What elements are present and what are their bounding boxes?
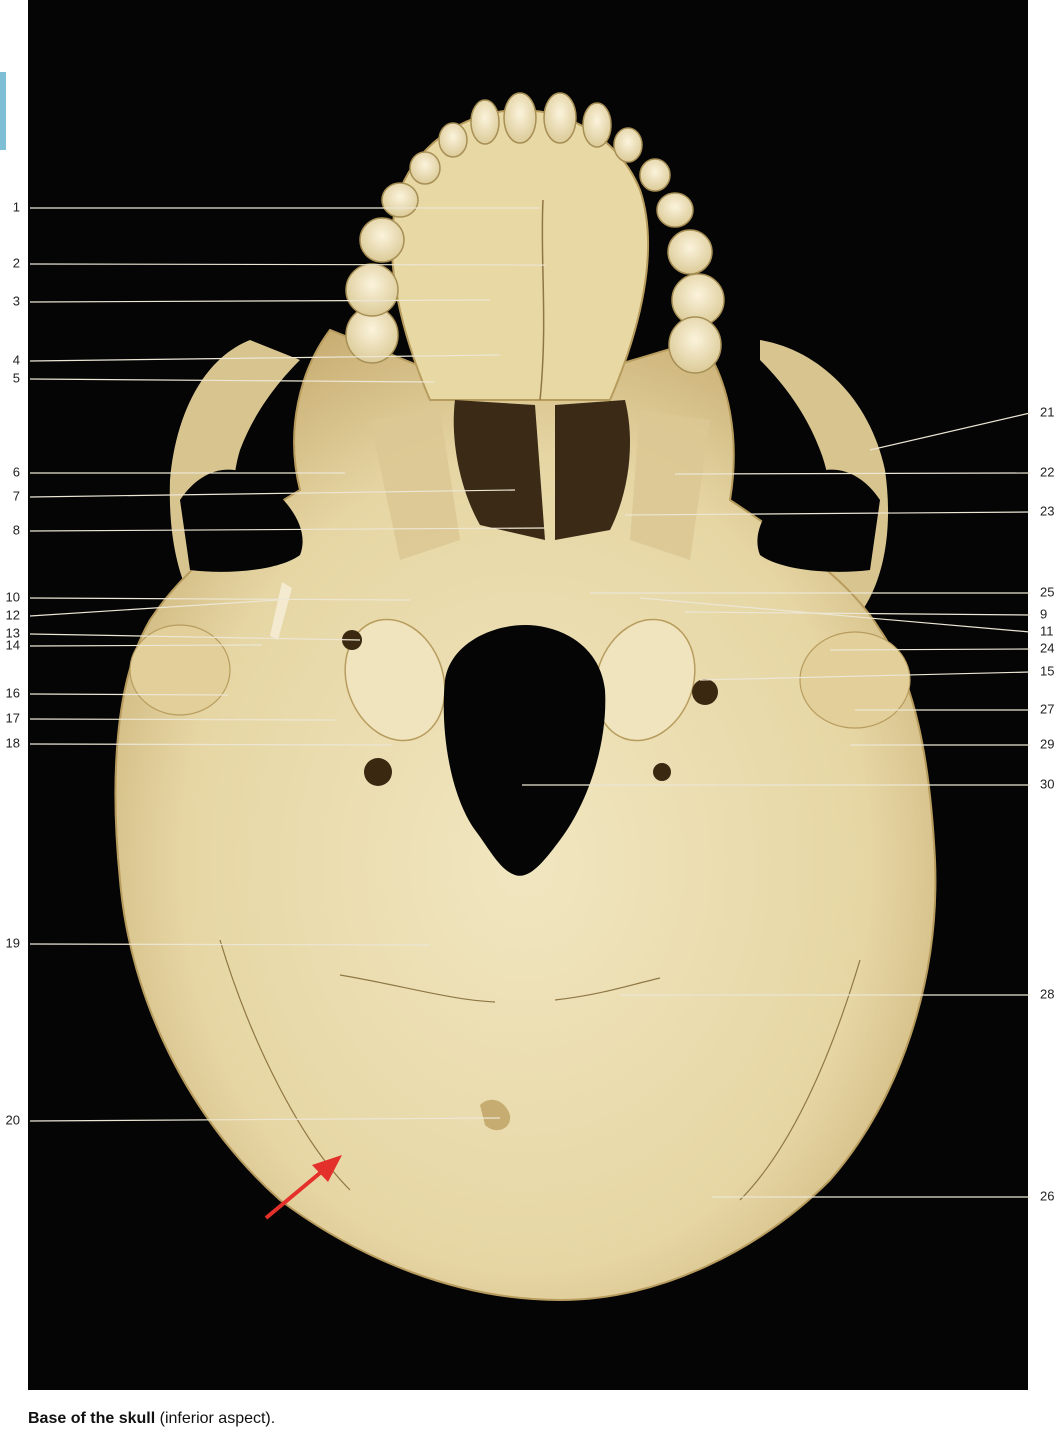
mastoid-process-right bbox=[800, 632, 910, 728]
tooth bbox=[504, 93, 536, 143]
figure-label-4: 4 bbox=[12, 352, 20, 368]
tooth bbox=[583, 103, 611, 147]
condylar-canal-left bbox=[364, 758, 392, 786]
tooth bbox=[640, 159, 670, 191]
tooth bbox=[544, 93, 576, 143]
figure-label-23: 23 bbox=[1040, 503, 1055, 519]
tooth bbox=[360, 218, 404, 262]
figure-label-3: 3 bbox=[12, 293, 20, 309]
tooth bbox=[669, 317, 721, 373]
figure-label-9: 9 bbox=[1040, 606, 1048, 622]
figure-label-26: 26 bbox=[1040, 1188, 1055, 1204]
figure-caption bbox=[28, 1410, 275, 1428]
figure-label-20: 20 bbox=[5, 1112, 20, 1128]
tooth bbox=[439, 123, 467, 157]
figure-label-25: 25 bbox=[1040, 584, 1055, 600]
tooth bbox=[614, 128, 642, 162]
figure-label-30: 30 bbox=[1040, 776, 1055, 792]
tooth bbox=[346, 264, 398, 316]
figure-label-15: 15 bbox=[1040, 663, 1055, 679]
figure-label-17: 17 bbox=[5, 710, 20, 726]
figure-label-5: 5 bbox=[12, 370, 20, 386]
tooth bbox=[382, 183, 418, 217]
caption-subtitle: (inferior aspect). bbox=[159, 1410, 276, 1427]
figure-label-27: 27 bbox=[1040, 701, 1055, 717]
condylar-canal-right bbox=[653, 763, 671, 781]
figure-label-19: 19 bbox=[5, 935, 20, 951]
figure-label-6: 6 bbox=[12, 464, 20, 480]
mastoid-process-left bbox=[130, 625, 230, 715]
figure-label-1: 1 bbox=[12, 199, 20, 215]
figure-label-28: 28 bbox=[1040, 986, 1055, 1002]
figure-label-14: 14 bbox=[5, 637, 20, 653]
figure-label-7: 7 bbox=[12, 488, 20, 504]
figure-label-13: 13 bbox=[5, 625, 20, 641]
tooth bbox=[410, 152, 440, 184]
figure-label-2: 2 bbox=[12, 255, 20, 271]
figure-label-29: 29 bbox=[1040, 736, 1055, 752]
tooth bbox=[657, 193, 693, 227]
figure-label-11: 11 bbox=[1040, 623, 1054, 639]
caption-title: Base of the skull bbox=[28, 1410, 156, 1427]
figure-label-12: 12 bbox=[5, 607, 20, 623]
figure-label-24: 24 bbox=[1040, 640, 1055, 656]
figure-label-8: 8 bbox=[12, 522, 20, 538]
jugular-foramen-right bbox=[692, 679, 718, 705]
figure-label-10: 10 bbox=[5, 589, 20, 605]
tooth bbox=[668, 230, 712, 274]
figure-label-18: 18 bbox=[5, 735, 20, 751]
figure-label-22: 22 bbox=[1040, 464, 1055, 480]
figure-label-21: 21 bbox=[1040, 404, 1055, 420]
tooth bbox=[471, 100, 499, 144]
figure-label-16: 16 bbox=[5, 685, 20, 701]
